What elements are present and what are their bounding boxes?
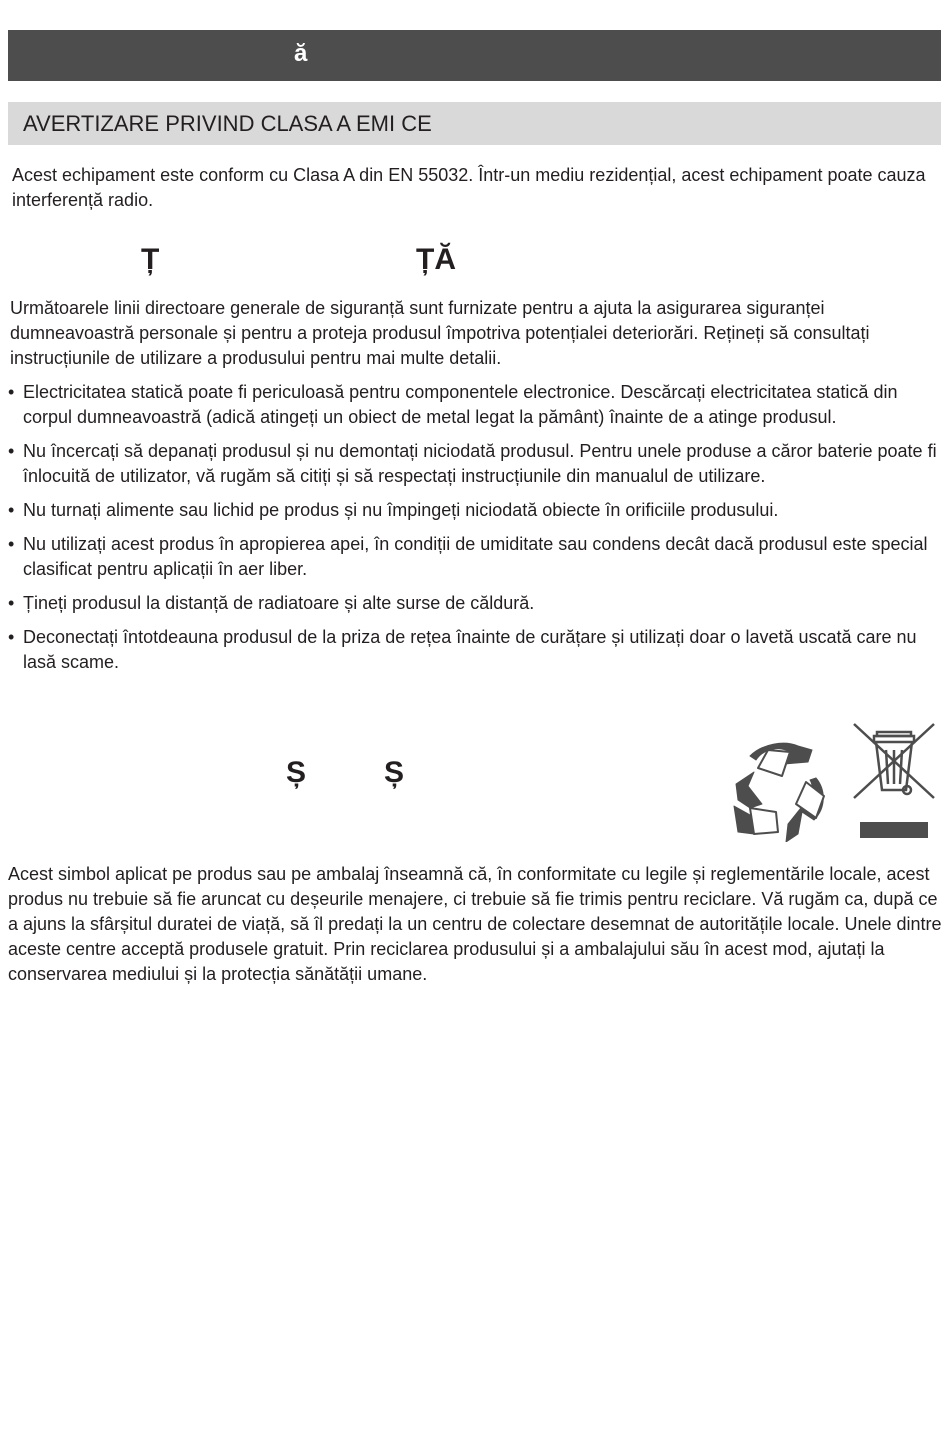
list-item-text: Nu utilizați acest produs în apropierea apei, în condiții de umiditate sau condens decât dacă produsul este special clasificat pentru aplicații în aer liber. [23, 534, 928, 579]
list-item [8, 532, 943, 582]
emi-section-body: Acest echipament este conform cu Clasa A din EN 55032. Într-un mediu rezidențial, acest echipament poate cauza interferență radio. [12, 165, 926, 210]
list-item [8, 439, 943, 489]
list-item [8, 591, 943, 616]
list-item-text: Electricitatea statică poate fi periculoasă pentru componentele electronice. Descărcați electricitatea statică din corpul dumneavoastră (adică atingeți un obiect de metal legat la pământ) înainte de a atinge produsul. [23, 382, 898, 427]
emi-section-title: AVERTIZARE PRIVIND CLASA A EMI CE [23, 111, 432, 136]
disposal-heading-fragment-1: Ș [286, 756, 307, 789]
list-item-text: Nu turnați alimente sau lichid pe produs și nu împingeți niciodată obiecte în orificiile produsului. [23, 500, 779, 520]
bullet-icon: • [8, 593, 15, 613]
bullet-icon: • [8, 627, 15, 647]
disposal-body: Acest simbol aplicat pe produs sau pe ambalaj înseamnă că, în conformitate cu legile și reglementările locale, acest produs nu trebuie să fie aruncat cu deșeurile menajere, ci trebuie să fie trimis pentru reciclare. Vă rugăm ca, după ce a ajuns la sfârșitul duratei de viață, să îl predați la un centru de colectare desemnat de autoritățile locale. Unele dintre aceste centre acceptă produsele gratuit. Prin reciclarea produsului și a ambalajului său în acest mod, ajutați la conservarea mediului și la protecția sănătății umane. [8, 864, 942, 984]
list-item [8, 625, 943, 675]
crossed-out-bin-icon [852, 722, 936, 840]
bullet-icon: • [8, 500, 15, 520]
emi-section-header [8, 102, 941, 145]
title-bar [8, 30, 941, 81]
recycle-icon [728, 742, 830, 842]
bullet-icon: • [8, 534, 15, 554]
list-item-text: Nu încercați să depanați produsul și nu demontați niciodată produsul. Pentru unele produse a căror baterie poate fi înlocuită de utilizator, vă rugăm să citiți și să respectați instrucțiunile din manualul de utilizare. [23, 441, 937, 486]
list-item [8, 380, 943, 430]
safety-heading-fragment-1: Ț [141, 243, 160, 276]
list-item-text: Țineți produsul la distanță de radiatoare și alte surse de căldură. [23, 593, 535, 613]
title-fragment: ă [294, 40, 308, 67]
safety-heading-fragment-2: ȚĂ [416, 243, 456, 276]
list-item [8, 498, 943, 523]
disposal-heading-fragment-2: Ș [384, 756, 405, 789]
list-item-text: Deconectați întotdeauna produsul de la priza de rețea înainte de curățare și utilizați doar o lavetă uscată care nu lasă scame. [23, 627, 917, 672]
safety-guidelines-list [8, 380, 943, 684]
bullet-icon: • [8, 441, 15, 461]
safety-intro: Următoarele linii directoare generale de siguranță sunt furnizate pentru a ajuta la asigurarea siguranței dumneavoastră personale și pentru a proteja produsul împotriva potențialei deteriorări. Rețineți să consultați instrucțiunile de utilizare a produsului pentru mai multe detalii. [10, 298, 870, 368]
bullet-icon: • [8, 382, 15, 402]
